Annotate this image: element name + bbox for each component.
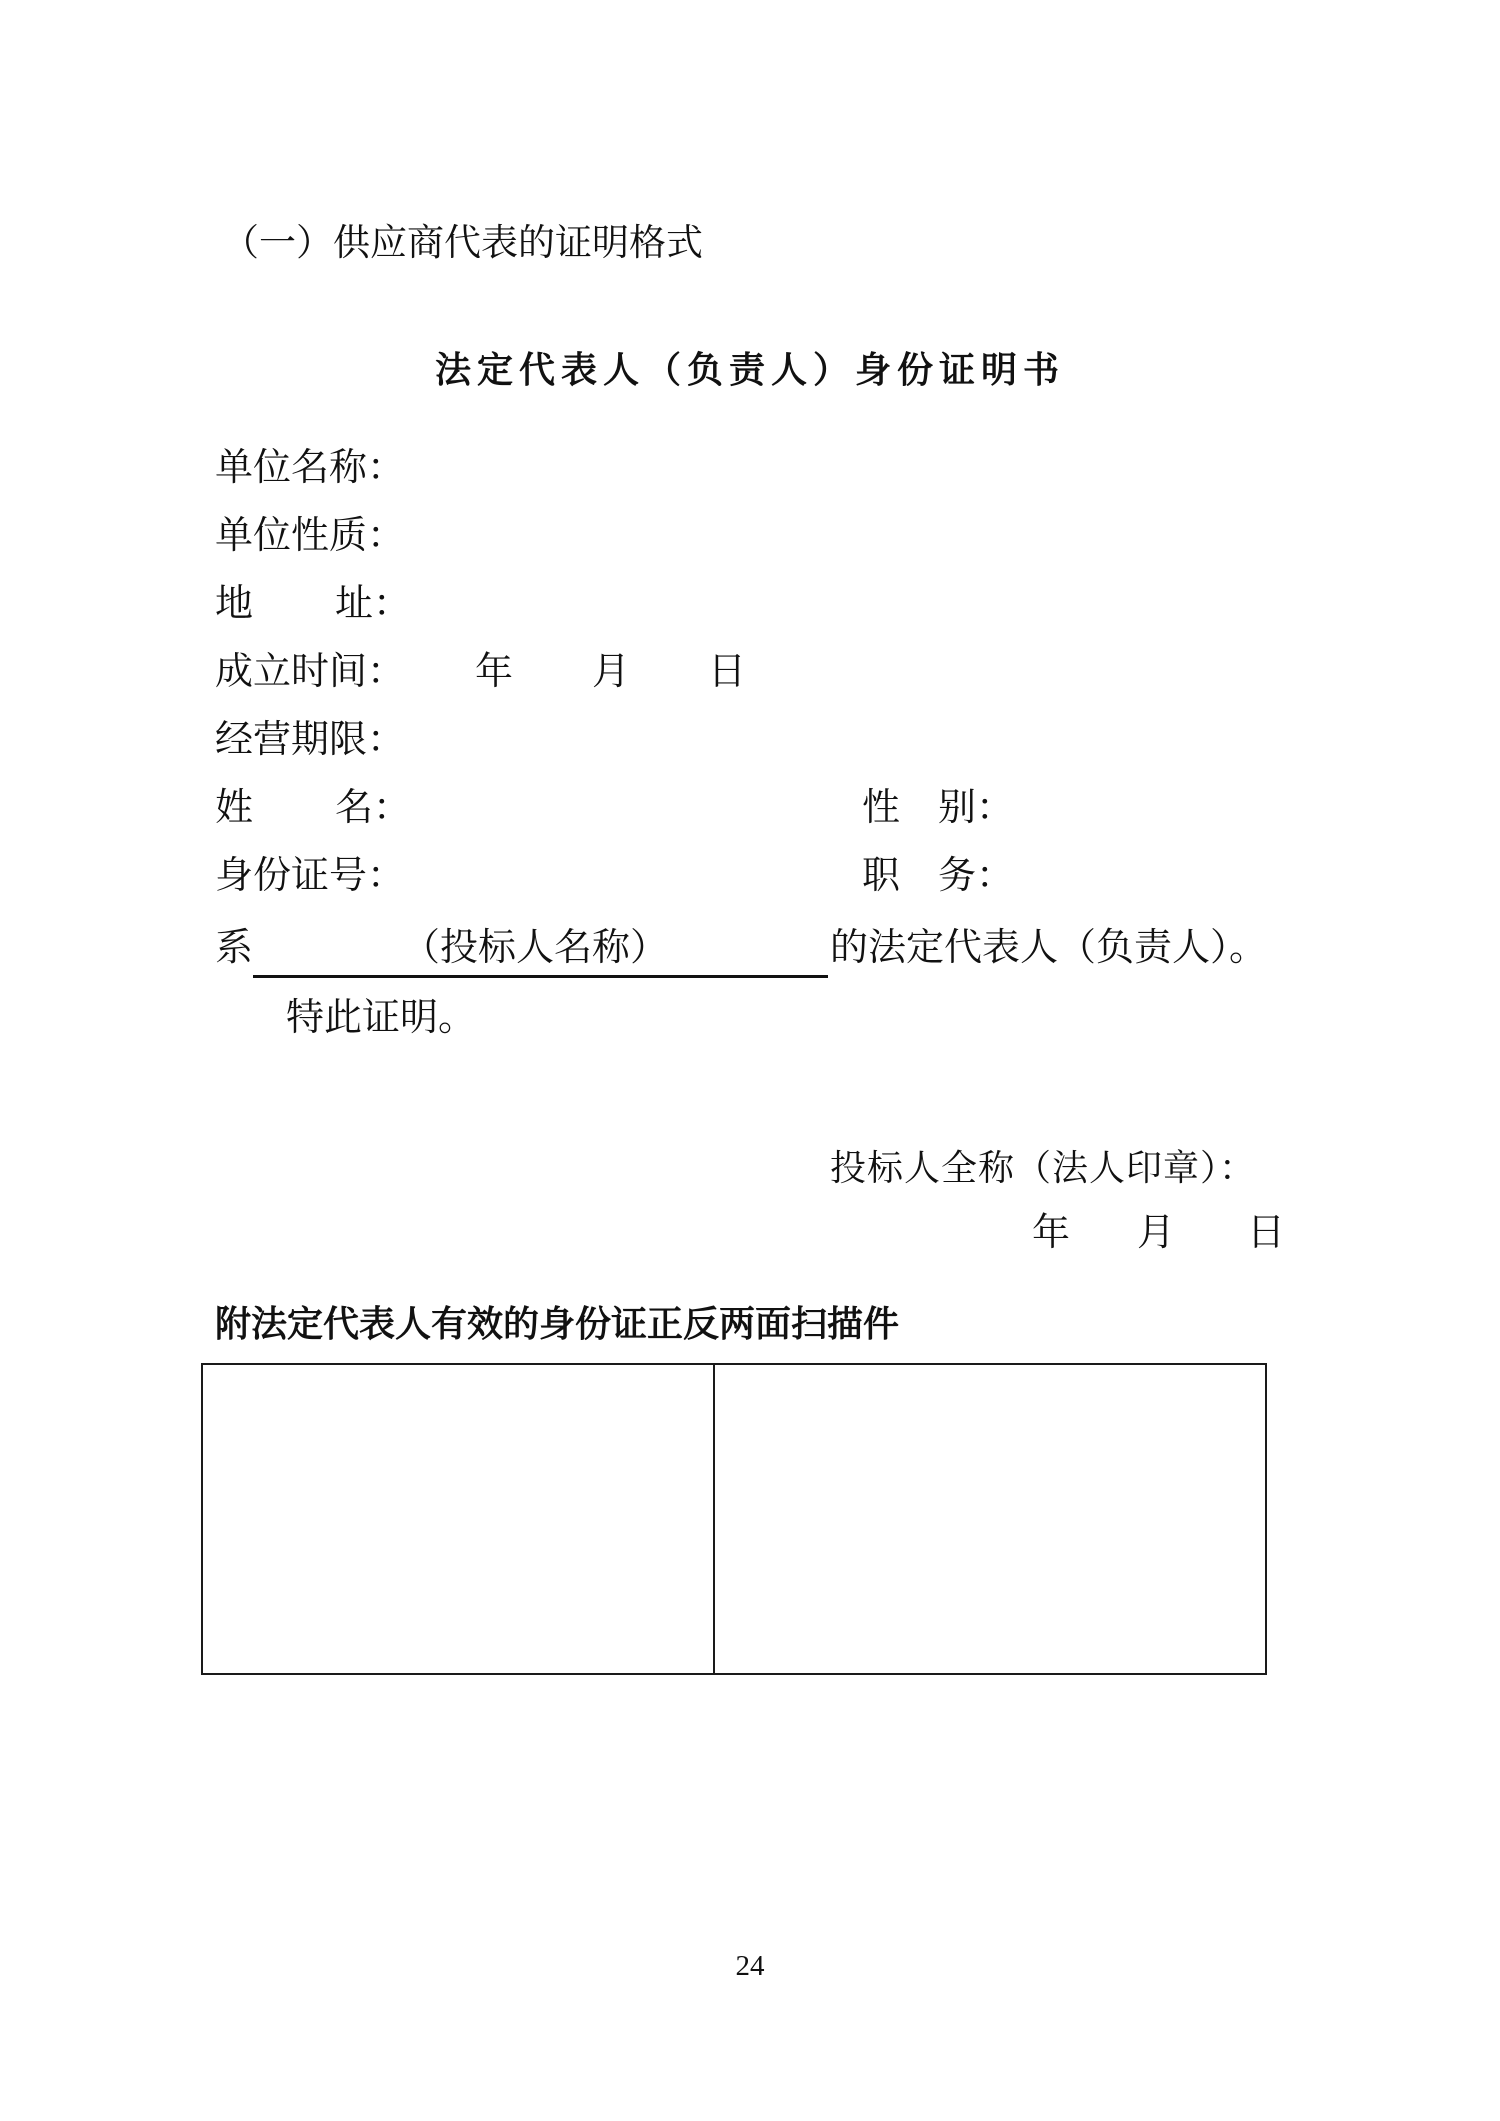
gender-label [862,784,1014,832]
is-prefix: 系 [215,927,254,969]
hereby-certify: 特此证明。 [286,997,477,1039]
name-label [215,784,411,832]
established-label: 成立时间： [215,651,406,693]
form-line-unit-name [215,444,405,492]
id-card-front-scan-cell [203,1365,715,1673]
signature-month-label: 月 [1137,1212,1176,1254]
section-heading: （一）供应商代表的证明格式 [222,223,703,264]
address-label-part1: 地 [215,583,254,625]
gender-label-part1: 性 [862,787,901,829]
signature-year-label: 年 [1032,1212,1071,1254]
position-label [862,852,1014,900]
bidder-name-blank-left [253,921,400,978]
unit-name-label: 单位名称： [215,447,406,489]
id-number-label: 身份证号： [215,855,406,897]
form-line-address [215,580,411,628]
name-label-part2: 名： [335,787,412,829]
business-term-label: 经营期限： [215,719,406,761]
address-label-part2: 址： [335,583,412,625]
position-label-part2: 务： [938,855,1015,897]
bidder-name-blank-right [668,921,828,978]
document-title: 法定代表人（负责人）身份证明书 [434,350,1065,390]
gender-label-part2: 别： [938,787,1015,829]
bidder-seal-label: 投标人全称（法人印章）： [830,1148,1257,1188]
established-day-label: 日 [708,651,747,693]
established-month-label: 月 [592,651,631,693]
established-year-label: 年 [475,651,514,693]
form-line-unit-nature [215,512,405,560]
attachment-note: 附法定代表人有效的身份证正反两面扫描件 [215,1304,900,1344]
signature-day-label: 日 [1247,1212,1286,1254]
position-label-part1: 职 [862,855,901,897]
page-number: 24 [735,1950,765,1982]
bidder-name-note: （投标人名称） [400,921,670,978]
name-label-part1: 姓 [215,787,254,829]
signature-date-line [0,1209,1500,1257]
legal-rep-declaration-line [0,921,1500,977]
form-line-business-term [215,716,405,764]
id-card-back-scan-cell [715,1365,1265,1673]
id-card-scan-table [201,1363,1267,1675]
legal-rep-suffix: 的法定代表人（负责人）。 [830,927,1268,969]
unit-nature-label: 单位性质： [215,515,406,557]
